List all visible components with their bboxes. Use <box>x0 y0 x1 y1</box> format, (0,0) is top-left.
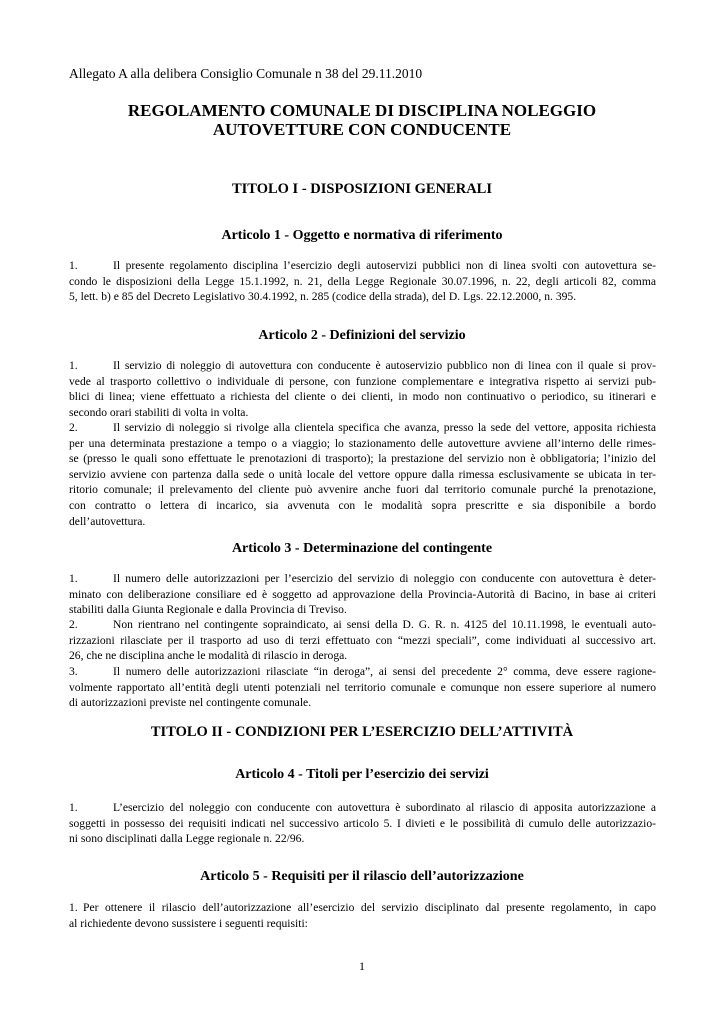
article-1-heading: Articolo 1 - Oggetto e normativa di riferimento <box>221 228 503 243</box>
paragraph-line: per una determinata prestazione a tempo o a viaggio; lo stazionamento delle autovetture avviene all’interno delle rimes- <box>69 436 656 450</box>
paragraph-line: al richiedente devono sussistere i seguenti requisiti: <box>69 916 308 930</box>
article-3-paragraph-3 <box>69 664 656 711</box>
paragraph-line: servizio avviene con partenza dalla sede o unità locale del vettore oppure dalla rimessa esclusivamente se ubicata in ter- <box>69 467 656 481</box>
article-4-paragraph-1 <box>69 800 656 847</box>
paragraph-line: se (presso le quali sono effettuate le prenotazioni di trasporto); la prestazione del servizio non è obbligatoria; l’inizio del <box>69 452 656 466</box>
article-2-paragraph-1 <box>69 358 656 420</box>
article-5-heading: Articolo 5 - Requisiti per il rilascio dell’autorizzazione <box>200 869 524 884</box>
article-5-paragraph-1 <box>69 900 656 931</box>
paragraph-line: 1. L’esercizio del noleggio con conducente con autovettura è subordinato al rilascio di apposita autorizzazione a <box>69 801 656 814</box>
paragraph-line: stabiliti dalla Giunta Regionale e dalla Provincia di Treviso. <box>69 603 347 617</box>
paragraph-line: minato con deliberazione consiliare ed è soggetto ad approvazione della Provincia-Autorità di Bacino, in base ai criteri <box>69 587 656 601</box>
paragraph-line: 2. Il servizio di noleggio si rivolge alla clientela specifica che avanza, presso la sede del vettore, apposita richiesta <box>69 421 656 434</box>
article-3-heading: Articolo 3 - Determinazione del contingente <box>231 541 493 556</box>
paragraph-line: 1. Il servizio di noleggio di autovettura con conducente è autoservizio pubblico non di linea con il quale si prov- <box>69 359 656 372</box>
paragraph-number: 2. <box>69 618 78 631</box>
paragraph-number: 1. <box>69 572 78 585</box>
document-header: Allegato A alla delibera Consiglio Comunale n 38 del 29.11.2010 <box>69 66 423 81</box>
title-line-1: REGOLAMENTO COMUNALE DI DISCIPLINA NOLEGGIO <box>127 101 597 120</box>
section-heading-titolo-2: TITOLO II - CONDIZIONI PER L’ESERCIZIO DELL’ATTIVITÀ <box>150 724 574 740</box>
page-number: 1 <box>359 959 365 973</box>
paragraph-line: 1. Il numero delle autorizzazioni per l’esercizio del servizio di noleggio con conducente con autovettura è deter- <box>69 572 656 585</box>
paragraph-line: 3. Il numero delle autorizzazioni rilasciate “in deroga”, ai sensi del precedente 2° comma, deve essere ragione- <box>69 665 656 678</box>
paragraph-line: 5, lett. b) e 85 del Decreto Legislativo 30.4.1992, n. 285 (codice della strada), del D. Lgs. 22.12.2000, n. 395. <box>69 290 577 304</box>
article-2-paragraph-2 <box>69 420 656 529</box>
paragraph-number: 2. <box>69 421 78 434</box>
paragraph-line: volmente rapportato all’entità degli utenti potenziali nel territorio comunale e comunque non essere superiore al numero <box>69 680 656 694</box>
paragraph-line: di autorizzazioni previste nel contingente comunale. <box>69 696 312 710</box>
paragraph-number: 1. <box>69 359 78 372</box>
paragraph-line: rizzazioni rilasciate per il trasporto ad uso di terzi effettuato con “mezzi speciali”, come individuati al successivo art. <box>69 633 656 647</box>
paragraph-line: con contratto o lettera di incarico, sia avvenuta con le modalità sopra prescritte e sia disponibile a bordo <box>69 498 656 512</box>
article-3-paragraph-2 <box>69 617 656 664</box>
paragraph-line: secondo orari stabiliti di volta in volta. <box>69 405 249 419</box>
article-4-heading: Articolo 4 - Titoli per l’esercizio dei servizi <box>235 767 489 782</box>
paragraph-line: condo le disposizioni della Legge 15.1.1992, n. 21, della Legge Regionale 30.07.1996, n. 22, degli articoli 82, comma <box>69 274 656 288</box>
article-2-heading: Articolo 2 - Definizioni del servizio <box>258 328 466 343</box>
paragraph-line: blici di linea; viene effettuato a richiesta del cliente o dei clienti, in modo non continuativo o periodico, su itinerari e <box>69 390 656 404</box>
paragraph-line: ni sono disciplinati dalla Legge regionale n. 22/96. <box>69 832 305 846</box>
paragraph-line: soggetti in possesso dei requisiti indicati nel successivo articolo 5. I divieti e le possibilità di cumulo delle autorizzazio- <box>69 816 656 830</box>
paragraph-line: vede al trasporto collettivo o individuale di persone, con funzione complementare e integrativa rispetto ai servizi pub- <box>69 374 656 388</box>
paragraph-number: 1. <box>69 259 78 272</box>
paragraph-line: 2. Non rientrano nel contingente sopraindicato, ai sensi della D. G. R. n. 4125 del 10.11.1998, le eventuali auto- <box>69 618 656 631</box>
title-line-2: AUTOVETTURE CON CONDUCENTE <box>212 120 512 139</box>
article-1-paragraph-1 <box>69 258 656 305</box>
document-title <box>69 101 655 139</box>
section-heading-titolo-1: TITOLO I - DISPOSIZIONI GENERALI <box>231 181 492 197</box>
paragraph-line: 1. Per ottenere il rilascio dell’autorizzazione all’esercizio del servizio disciplinato dal presente regolamento, in capo <box>69 901 656 914</box>
paragraph-number: 1. <box>69 901 78 914</box>
paragraph-line: ritorio comunale; il prelevamento del cliente può avvenire anche fuori dal territorio comunale purché la prenotazione, <box>69 483 656 497</box>
paragraph-number: 3. <box>69 665 78 678</box>
paragraph-line: 1. Il presente regolamento disciplina l’esercizio degli autoservizi pubblici non di linea svolti con autovettura se- <box>69 259 656 272</box>
article-3-paragraph-1 <box>69 571 656 618</box>
paragraph-line: 26, che ne disciplina anche le modalità di rilascio in deroga. <box>69 649 348 663</box>
paragraph-line: dell’autovettura. <box>69 514 146 528</box>
paragraph-number: 1. <box>69 801 78 814</box>
